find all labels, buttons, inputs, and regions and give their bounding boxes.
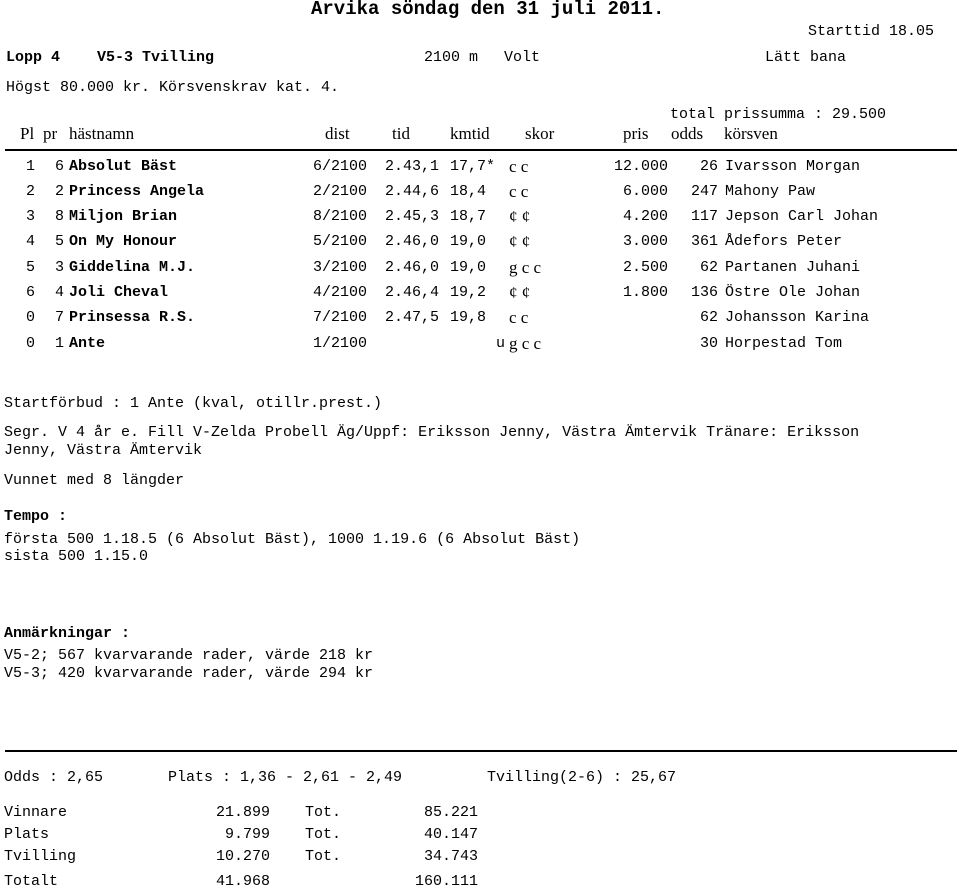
- payout-label: Plats: [4, 826, 50, 843]
- cell-skor: ¢ ¢: [509, 283, 531, 302]
- cell-pl: 0: [26, 335, 36, 352]
- cell-skor: c c: [509, 182, 529, 201]
- tvilling-summary: Tvilling(2-6) : 25,67: [487, 769, 677, 786]
- col-pl: Pl: [20, 124, 35, 143]
- cell-dist: 1/2100: [313, 335, 368, 352]
- cell-driver: Horpestad Tom: [725, 335, 843, 352]
- cell-dist: 4/2100: [313, 284, 368, 301]
- payout-value: 21.899: [215, 804, 270, 821]
- payout-divider: [5, 750, 957, 752]
- cell-odds: 361: [690, 233, 718, 250]
- payout-label: Vinnare: [4, 804, 68, 821]
- remark-2: V5-3; 420 kvarvarande rader, värde 294 kr: [4, 665, 374, 682]
- table-row: [0, 209, 960, 229]
- cell-horse: Giddelina M.J.: [69, 259, 196, 276]
- cell-kmtid: u: [496, 335, 506, 352]
- cell-dist: 8/2100: [313, 208, 368, 225]
- cell-dist: 6/2100: [313, 158, 368, 175]
- cell-odds: 247: [690, 183, 718, 200]
- col-name: hästnamn: [69, 124, 135, 143]
- cell-kmtid: 19,8: [450, 309, 487, 326]
- table-row: [0, 285, 960, 305]
- payout-tot: 34.743: [423, 848, 478, 865]
- payout-value: 41.968: [215, 873, 270, 890]
- tempo-line2: sista 500 1.15.0: [4, 548, 149, 565]
- cell-pris: 6.000: [622, 183, 668, 200]
- col-korsven: körsven: [724, 124, 778, 143]
- payout-value: 9.799: [224, 826, 270, 843]
- cell-dist: 3/2100: [313, 259, 368, 276]
- cell-driver: Mahony Paw: [725, 183, 816, 200]
- tempo-heading: Tempo :: [4, 508, 68, 525]
- cell-skor: c c: [509, 157, 529, 176]
- cell-horse: Prinsessa R.S.: [69, 309, 196, 326]
- payout-tot-label: Tot.: [305, 848, 342, 865]
- col-pr: pr: [43, 124, 58, 143]
- cell-pr: 8: [55, 208, 65, 225]
- cell-dist: 5/2100: [313, 233, 368, 250]
- cell-tid: 2.46,0: [385, 259, 440, 276]
- cell-pris: 3.000: [622, 233, 668, 250]
- cell-kmtid: 19,2: [450, 284, 487, 301]
- cell-skor: ¢ ¢: [509, 232, 531, 251]
- cell-horse: Miljon Brian: [69, 208, 178, 225]
- cell-odds: 117: [690, 208, 718, 225]
- header-divider: [5, 149, 957, 151]
- cell-odds: 136: [690, 284, 718, 301]
- race-distance: 2100 m: [424, 49, 479, 66]
- cell-horse: Joli Cheval: [69, 284, 169, 301]
- cell-odds: 30: [699, 335, 718, 352]
- table-row: [0, 184, 960, 204]
- payout-label: Totalt: [4, 873, 59, 890]
- place-summary: Plats : 1,36 - 2,61 - 2,49: [168, 769, 403, 786]
- remarks-heading: Anmärkningar :: [4, 625, 131, 642]
- table-row: [0, 336, 960, 356]
- cell-pl: 0: [26, 309, 36, 326]
- cell-pr: 1: [55, 335, 65, 352]
- cell-tid: 2.46,4: [385, 284, 440, 301]
- cell-kmtid: 17,7*: [450, 158, 496, 175]
- cell-kmtid: 18,7: [450, 208, 487, 225]
- cell-tid: 2.43,1: [385, 158, 440, 175]
- total-prize: total prissumma : 29.500: [670, 106, 887, 123]
- cell-skor: g c c: [509, 258, 542, 277]
- bet-type: V5-3 Tvilling: [97, 49, 215, 66]
- cell-pl: 1: [26, 158, 36, 175]
- cell-horse: Absolut Bäst: [69, 158, 178, 175]
- payout-tot: 160.111: [414, 873, 478, 890]
- col-dist: dist: [325, 124, 350, 143]
- col-odds: odds: [671, 124, 704, 143]
- cell-pris: 12.000: [613, 158, 668, 175]
- winning-margin: Vunnet med 8 längder: [4, 472, 185, 489]
- cell-driver: Östre Ole Johan: [725, 284, 861, 301]
- payout-tot: 85.221: [423, 804, 478, 821]
- payout-tot: 40.147: [423, 826, 478, 843]
- cell-pr: 2: [55, 183, 65, 200]
- cell-horse: Ante: [69, 335, 106, 352]
- cell-skor: g c c: [509, 334, 542, 353]
- cell-tid: 2.45,3: [385, 208, 440, 225]
- table-row: [0, 310, 960, 330]
- prize-info: Högst 80.000 kr. Körsvenskrav kat. 4.: [6, 79, 340, 96]
- cell-horse: Princess Angela: [69, 183, 205, 200]
- col-tid: tid: [392, 124, 410, 143]
- start-method: Volt: [504, 49, 541, 66]
- odds-summary: Odds : 2,65: [4, 769, 104, 786]
- cell-odds: 26: [699, 158, 718, 175]
- cell-tid: 2.44,6: [385, 183, 440, 200]
- cell-horse: On My Honour: [69, 233, 178, 250]
- cell-driver: Partanen Juhani: [725, 259, 861, 276]
- cell-pl: 3: [26, 208, 36, 225]
- cell-skor: c c: [509, 308, 529, 327]
- cell-driver: Johansson Karina: [725, 309, 870, 326]
- cell-pris: 2.500: [622, 259, 668, 276]
- cell-pr: 5: [55, 233, 65, 250]
- cell-pr: 7: [55, 309, 65, 326]
- payout-value: 10.270: [215, 848, 270, 865]
- cell-pl: 6: [26, 284, 36, 301]
- col-kmtid: kmtid: [450, 124, 490, 143]
- cell-odds: 62: [699, 259, 718, 276]
- table-row: [0, 260, 960, 280]
- cell-tid: 2.46,0: [385, 233, 440, 250]
- cell-driver: Jepson Carl Johan: [725, 208, 879, 225]
- payout-tot-label: Tot.: [305, 826, 342, 843]
- cell-dist: 2/2100: [313, 183, 368, 200]
- col-pris: pris: [623, 124, 649, 143]
- cell-pr: 4: [55, 284, 65, 301]
- cell-dist: 7/2100: [313, 309, 368, 326]
- cell-kmtid: 19,0: [450, 233, 487, 250]
- tempo-line1: första 500 1.18.5 (6 Absolut Bäst), 1000 1.19.6 (6 Absolut Bäst): [4, 531, 581, 548]
- cell-driver: Ivarsson Morgan: [725, 158, 861, 175]
- cell-odds: 62: [699, 309, 718, 326]
- race-number: Lopp 4: [6, 49, 61, 66]
- cell-kmtid: 18,4: [450, 183, 487, 200]
- col-skor: skor: [525, 124, 555, 143]
- cell-pris: 4.200: [622, 208, 668, 225]
- cell-tid: 2.47,5: [385, 309, 440, 326]
- cell-pl: 2: [26, 183, 36, 200]
- cell-kmtid: 19,0: [450, 259, 487, 276]
- cell-pr: 6: [55, 158, 65, 175]
- winner-info-line1: Segr. V 4 år e. Fill V-Zelda Probell Äg/Uppf: Eriksson Jenny, Västra Ämtervik Tränare: Eriksson: [4, 424, 860, 441]
- winner-info-line2: Jenny, Västra Ämtervik: [4, 442, 203, 459]
- table-row: [0, 159, 960, 179]
- start-time: Starttid 18.05: [808, 23, 935, 40]
- cell-skor: ¢ ¢: [509, 207, 531, 226]
- payout-label: Tvilling: [4, 848, 77, 865]
- payout-tot-label: Tot.: [305, 804, 342, 821]
- cell-pl: 5: [26, 259, 36, 276]
- cell-driver: Ådefors Peter: [725, 233, 843, 250]
- start-ban: Startförbud : 1 Ante (kval, otillr.prest.): [4, 395, 383, 412]
- track-condition: Lätt bana: [765, 49, 847, 66]
- cell-pl: 4: [26, 233, 36, 250]
- page-title: Arvika söndag den 31 juli 2011.: [311, 0, 665, 20]
- cell-pr: 3: [55, 259, 65, 276]
- cell-pris: 1.800: [622, 284, 668, 301]
- table-row: [0, 234, 960, 254]
- remark-1: V5-2; 567 kvarvarande rader, värde 218 kr: [4, 647, 374, 664]
